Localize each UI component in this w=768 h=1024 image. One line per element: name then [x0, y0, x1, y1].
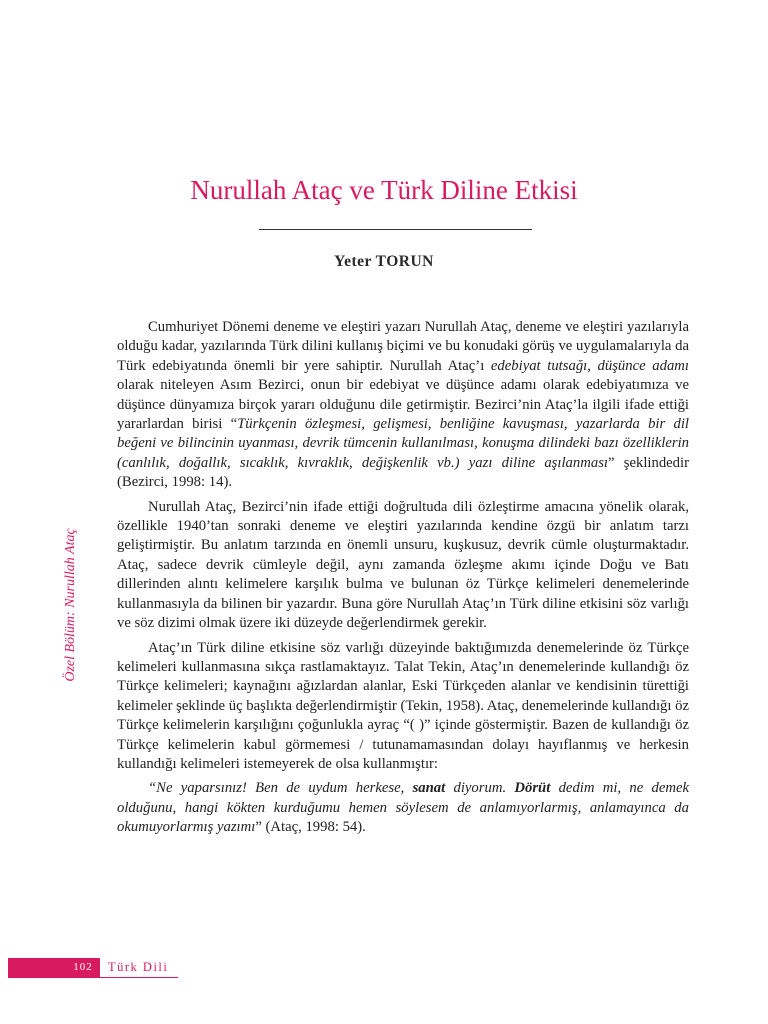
- italic-span: Türkçenin özleşmesi, gelişmesi, benliğine kavuşması, yazarlarda bir dil beğeni ve bilincinin uyanması, devrik tümcenin kullanılması, konuşma dilindeki bazı özelliklerin (canlılık, doğallık, sıcaklık, kıvraklık, değişkenlik vb.) yazı diline aşılanması: [117, 416, 689, 471]
- article-body: [117, 318, 689, 843]
- author-name: Yeter TORUN: [334, 253, 434, 270]
- text-span: Ataç’ın Türk diline etkisine söz varlığı düzeyinde baktığımızda denemelerinde öz Türkçe kelimeleri kullanmasına sıkça rastlamaktayız. Talat Tekin, Ataç’ın denemelerinde kullandığı öz Türkçe kelimeleri; kaynağını ağızlardan alanlar, Eski Türkçeden alanlar ve kendisinin türettiği kelimeler şeklinde üç başlıkta değerlendirmiştir (Tekin, 1958). Ataç, denemelerinde kullandığı öz Türkçe kelimelerin karşılığını çoğunlukla ayraç “( )” içinde göstermiştir. Bazen de kullandığı öz Türkçe kelimelerin kabul görmemesi / tutunamamasından dolayı hayıflanmış ve herkesin kullandığı kelimeleri istemeyerek de olsa kullanmıştır:: [117, 639, 690, 772]
- paragraph-2: [117, 498, 689, 634]
- text-span: Cumhuriyet Dönemi deneme ve eleştiri yazarı Nurullah Ataç, deneme ve eleştiri yazılarıyla olduğu kadar, yazılarında Türk dilini kullanış biçimi ve bu konudaki görüş ve uygulamalarıyla da Türk edebiyatında önemli bir yere sahiptir. Nurullah Ataç’ı: [117, 319, 689, 374]
- quote-paragraph: [117, 779, 689, 837]
- text-span: Nurullah Ataç, Bezirci’nin ifade ettiği doğrultuda dili özleştirme amacına yönelik olarak, özellikle 1940’tan sonraki deneme ve eleştiri yazılarında kendine özgü bir anlatım tarzı geliştirmiştir. Bu anlatım tarzında en önemli unsuru, kuşkusuz, devrik cümle oluşturmaktadır. Ataç, sadece devrik cümleyle değil, aynı zamanda özleşme akımı içinde Doğu ve Batı dillerinden alıntı kelimelere karşılık bulma ve bulunan öz Türkçe kelimeleri denemelerinde kullanmasıyla da bilinen bir yazardır. Buna göre Nurullah Ataç’ın Türk diline etkisini söz varlığı ve söz dizimi olmak üzere iki düzeyde değerlendirmek gerekir.: [117, 498, 689, 632]
- text-span: olarak niteleyen Asım Bezirci, onun bir edebiyat ve düşünce adamı olarak edebiyatımıza ve düşünce dünyamıza birçok yararı olduğunu dile getirmiştir. Bezirci’nin Ataç’la ilgili ifade ettiği yararlardan birisi “: [117, 377, 689, 433]
- text-span: ” (Ataç, 1998: 54).: [255, 819, 366, 836]
- paragraph-3: [117, 639, 689, 775]
- paragraph-1: [117, 318, 689, 493]
- bold-term: sanat: [412, 780, 446, 797]
- page-number: 102: [73, 961, 93, 973]
- title-divider: [259, 229, 532, 230]
- article-title: Nurullah Ataç ve Türk Diline Etkisi: [190, 175, 578, 205]
- footer-divider: [100, 977, 178, 978]
- italic-span: “: [148, 780, 157, 797]
- text-span: ” şeklindedir (Bezirci, 1998: 14).: [117, 454, 689, 491]
- italic-span: edebiyat tutsağı, düşünce adamı: [490, 357, 689, 374]
- italic-span: dedim mi, ne demek olduğunu, hangi kökten kurduğumu hemen söylesem de anlamıyorlarmış, anlamayınca da okumuyorlarmış yazımı: [117, 780, 689, 836]
- section-side-label: Özel Bölüm: Nurullah Ataç: [63, 528, 78, 682]
- journal-name: Türk Dili: [108, 960, 169, 974]
- italic-span: diyorum.: [445, 780, 515, 797]
- italic-span: Ne yaparsınız! Ben de uydum herkese,: [156, 780, 413, 797]
- bold-term: Dörüt: [514, 780, 551, 797]
